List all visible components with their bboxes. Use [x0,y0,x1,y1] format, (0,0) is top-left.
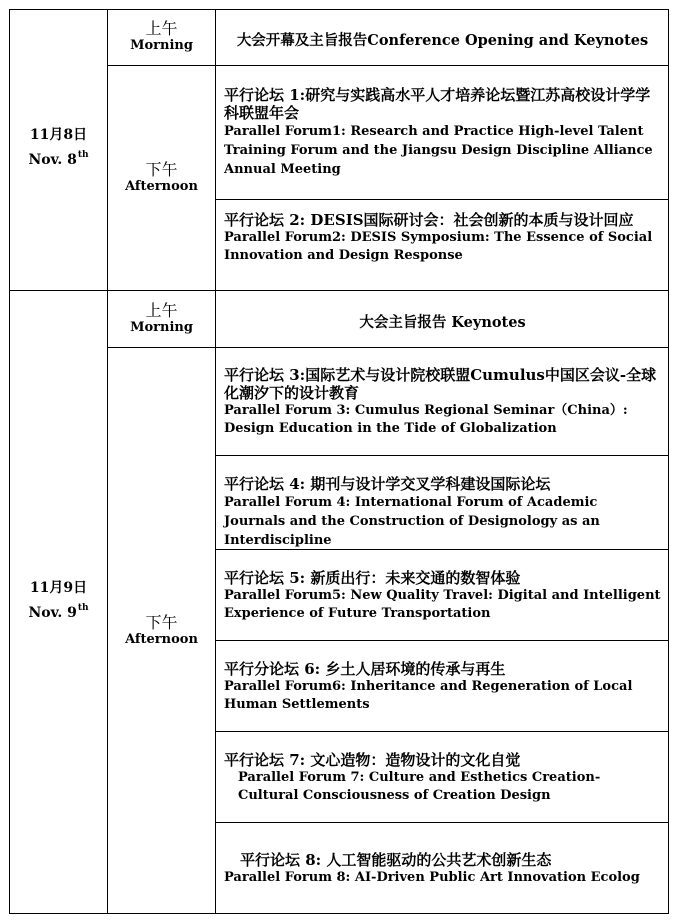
day2-date [10,578,107,623]
forum-7-title-en: Parallel Forum 7: Culture and Esthetics Creation- Cultural Consciousness of Creation Design [238,770,601,803]
row-divider [215,455,669,456]
day1-date-sup: th [77,150,89,160]
day2-afternoon-zh: 下午 [145,613,178,632]
day1-date-zh: 11月8日 [29,127,88,143]
forum-4-title-en: Parallel Forum 4: International Forum of Academic Journals and the Construction of Designology as an Interdiscipline [224,495,600,548]
day1-afternoon-en: Afternoon [125,179,198,194]
day-divider [9,290,669,291]
day2-morning-en: Morning [130,320,193,335]
day1-date-en [10,145,107,170]
forum-2-title-zh: 平行论坛 2: DESIS国际研讨会：社会创新的本质与设计回应 [224,211,634,229]
row-divider [215,199,669,200]
forum-1-title-en: Parallel Forum1: Research and Practice High-level Talent Training Forum and the Jiangsu Design Discipline Alliance Annual Meeting [224,124,653,177]
row-divider [215,640,669,641]
day1-morning-event: 大会开幕及主旨报告Conference Opening and Keynotes [236,32,649,49]
day2-afternoon-slot [108,614,215,647]
row-divider [107,347,669,348]
day1-afternoon-zh: 下午 [145,160,178,179]
row-divider [215,731,669,732]
day2-morning-event: 大会主旨报告 Keynotes [359,314,526,331]
forum-7 [216,751,669,805]
forum-7-title-zh: 平行论坛 7: 文心造物：造物设计的文化自觉 [224,751,521,769]
forum-3 [216,366,669,438]
forum-8-title-zh: 平行论坛 8: 人工智能驱动的公共艺术创新生态 [240,851,552,869]
forum-1-title-zh: 平行论坛 1:研究与实践高水平人才培养论坛暨江苏高校设计学学科联盟年会 [224,86,651,122]
day1-morning-slot [108,20,215,53]
forum-5-title-zh: 平行论坛 5: 新质出行：未来交通的数智体验 [224,569,521,587]
forum-2 [216,211,669,265]
forum-6 [216,660,669,714]
forum-5-title-en: Parallel Forum5: New Quality Travel: Digital and Intelligent Experience of Future Transportation [224,588,661,621]
day2-afternoon-en: Afternoon [125,632,198,647]
forum-3-title-zh: 平行论坛 3:国际艺术与设计院校联盟Cumulus中国区会议-全球化潮汐下的设计教育 [224,366,657,402]
row-divider [107,65,669,66]
forum-6-title-en: Parallel Forum6: Inheritance and Regeneration of Local Human Settlements [224,679,633,712]
day2-date-en-text: Nov. 9 [28,605,77,621]
forum-4 [216,475,669,550]
forum-4-title-zh: 平行论坛 4: 期刊与设计学交叉学科建设国际论坛 [224,475,551,493]
forum-2-title-en: Parallel Forum2: DESIS Symposium: The Essence of Social Innovation and Design Response [224,230,653,263]
forum-5 [216,569,669,623]
day1-morning-zh: 上午 [145,19,178,38]
day1-afternoon-slot [108,161,215,194]
forum-8 [216,851,669,887]
forum-6-title-zh: 平行分论坛 6: 乡土人居环境的传承与再生 [224,660,506,678]
day2-date-en [10,598,107,623]
row-divider [215,822,669,823]
day2-date-sup: th [77,603,89,613]
forum-8-title-en: Parallel Forum 8: AI-Driven Public Art Innovation Ecolog [224,870,640,885]
day2-morning-zh: 上午 [145,301,178,320]
day1-morning-en: Morning [130,38,193,53]
forum-1 [216,86,669,179]
day1-date-en-text: Nov. 8 [28,152,77,168]
day1-date [10,125,107,170]
column-divider-date [107,9,108,914]
day2-morning-slot [108,302,215,335]
forum-3-title-en: Parallel Forum 3: Cumulus Regional Seminar（China）: Design Education in the Tide of Globalization [224,403,628,436]
day2-date-zh: 11月9日 [29,580,88,596]
